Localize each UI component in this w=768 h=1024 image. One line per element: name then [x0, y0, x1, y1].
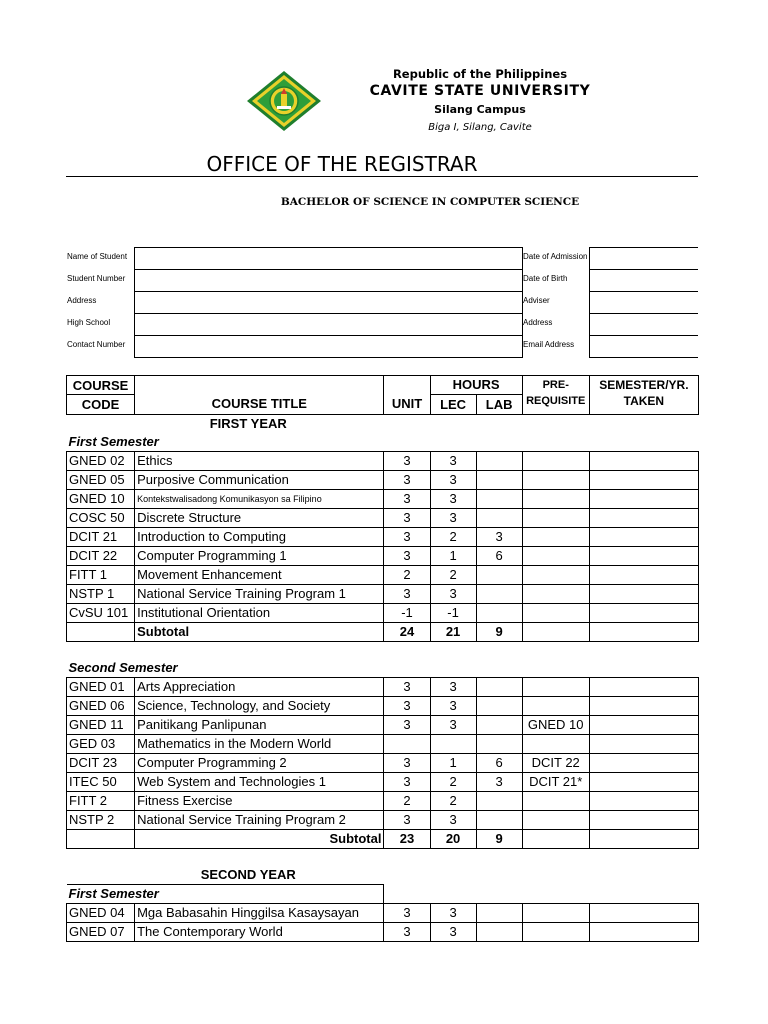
col-prereq-header-top: PRE- [522, 376, 589, 395]
label-student-number: Student Number [67, 274, 126, 283]
course-prereq [522, 471, 589, 490]
course-lab: 6 [476, 754, 522, 773]
course-lec [430, 735, 476, 754]
course-prereq [522, 792, 589, 811]
semester-taken[interactable] [589, 547, 698, 566]
course-row [67, 678, 699, 697]
course-code: CvSU 101 [67, 604, 135, 623]
empty-cell [589, 885, 698, 904]
office-title: OFFICE OF THE REGISTRAR [66, 152, 698, 177]
curriculum-table [66, 375, 699, 942]
course-title: Purposive Communication [135, 471, 384, 490]
course-lec: 3 [430, 585, 476, 604]
university-seal [246, 70, 322, 132]
course-unit: 3 [384, 509, 430, 528]
first-year-label-row [67, 415, 699, 434]
course-code: FITT 2 [67, 792, 135, 811]
course-row [67, 547, 699, 566]
col-title-header: COURSE TITLE [135, 395, 384, 415]
university-name: CAVITE STATE UNIVERSITY [369, 83, 591, 99]
subtotal-sem-cell [589, 830, 698, 849]
col-lab-header: LAB [476, 395, 522, 415]
course-unit: 3 [384, 452, 430, 471]
course-lec: 2 [430, 792, 476, 811]
subtotal-lec: 21 [430, 623, 476, 642]
empty-cell [589, 659, 698, 678]
course-row [67, 471, 699, 490]
semester-taken[interactable] [589, 904, 698, 923]
label-date-of-admission: Date of Admission [523, 252, 588, 261]
course-lec: 2 [430, 566, 476, 585]
empty-cell [430, 659, 476, 678]
course-lab [476, 735, 522, 754]
course-lab [476, 792, 522, 811]
course-title: Institutional Orientation [135, 604, 384, 623]
student-number-field[interactable] [134, 269, 523, 292]
course-lab [476, 509, 522, 528]
course-lec: 3 [430, 452, 476, 471]
course-title: National Service Training Program 1 [135, 585, 384, 604]
campus-name: Silang Campus [434, 103, 526, 116]
subtotal-lab: 9 [476, 830, 522, 849]
empty-cell [522, 433, 589, 452]
course-code: NSTP 2 [67, 811, 135, 830]
name-of-student-field[interactable] [134, 247, 523, 270]
empty-cell [589, 866, 698, 885]
course-row [67, 566, 699, 585]
course-title: Web System and Technologies 1 [135, 773, 384, 792]
col-course-header: COURSE [67, 376, 135, 395]
course-lab [476, 678, 522, 697]
second-year-label: SECOND YEAR [200, 867, 296, 882]
subtotal-sem-cell [589, 623, 698, 642]
course-prereq [522, 528, 589, 547]
first-semester-label-row [67, 433, 699, 452]
course-code: GNED 06 [67, 697, 135, 716]
course-lec: 3 [430, 811, 476, 830]
subtotal-label: Subtotal [135, 830, 384, 849]
course-lab [476, 923, 522, 942]
course-code: GNED 02 [67, 452, 135, 471]
course-title: Fitness Exercise [135, 792, 384, 811]
course-code: ITEC 50 [67, 773, 135, 792]
empty-cell [476, 866, 522, 885]
course-unit [384, 735, 430, 754]
empty-cell [430, 433, 476, 452]
course-row [67, 904, 699, 923]
course-unit: 3 [384, 754, 430, 773]
course-row [67, 735, 699, 754]
campus-address: Biga I, Silang, Cavite [428, 122, 532, 133]
empty-cell [476, 659, 522, 678]
empty-cell [522, 415, 589, 434]
course-lec: -1 [430, 604, 476, 623]
curriculum-table-body [67, 376, 699, 942]
second-year-label-row [67, 866, 699, 885]
semester-taken[interactable] [589, 509, 698, 528]
course-row [67, 773, 699, 792]
course-code: DCIT 23 [67, 754, 135, 773]
course-row [67, 811, 699, 830]
course-title: Computer Programming 2 [135, 754, 384, 773]
high-school-field[interactable] [134, 313, 523, 336]
email-address-field[interactable] [589, 335, 698, 358]
course-code: COSC 50 [67, 509, 135, 528]
table-header-row-2 [67, 395, 699, 415]
course-lab [476, 566, 522, 585]
course-prereq [522, 678, 589, 697]
course-title: The Contemporary World [135, 923, 384, 942]
course-prereq [522, 735, 589, 754]
empty-cell [476, 433, 522, 452]
course-lab: 3 [476, 773, 522, 792]
course-code: GNED 01 [67, 678, 135, 697]
date-of-admission-field[interactable] [589, 247, 698, 270]
semester-taken[interactable] [589, 716, 698, 735]
course-prereq [522, 585, 589, 604]
course-prereq: DCIT 21* [522, 773, 589, 792]
course-title: National Service Training Program 2 [135, 811, 384, 830]
course-prereq [522, 547, 589, 566]
label-high-school: High School [67, 318, 111, 327]
course-code: GNED 11 [67, 716, 135, 735]
course-lab [476, 490, 522, 509]
course-title: Kontekstwalisadong Komunikasyon sa Filipino [135, 490, 384, 509]
label-name-of-student: Name of Student [67, 252, 128, 261]
course-prereq [522, 452, 589, 471]
course-prereq [522, 697, 589, 716]
course-lab [476, 697, 522, 716]
course-lec: 3 [430, 923, 476, 942]
semester-taken[interactable] [589, 604, 698, 623]
course-row [67, 716, 699, 735]
course-lab [476, 716, 522, 735]
subtotal-label: Subtotal [135, 623, 384, 642]
empty-cell [476, 885, 522, 904]
subtotal-row [67, 830, 699, 849]
semester-taken[interactable] [589, 585, 698, 604]
label-email-address: Email Address [523, 340, 575, 349]
empty-cell [589, 433, 698, 452]
course-lab [476, 811, 522, 830]
label-right-address: Address [523, 318, 553, 327]
course-row [67, 604, 699, 623]
subtotal-lec: 20 [430, 830, 476, 849]
semester-taken[interactable] [589, 811, 698, 830]
course-lab [476, 471, 522, 490]
course-unit: 3 [384, 697, 430, 716]
course-code: GNED 10 [67, 490, 135, 509]
course-unit: 3 [384, 923, 430, 942]
address-field[interactable] [134, 291, 523, 314]
course-lec: 2 [430, 528, 476, 547]
semester-taken[interactable] [589, 792, 698, 811]
course-row [67, 697, 699, 716]
semester-taken[interactable] [589, 528, 698, 547]
course-lec: 3 [430, 904, 476, 923]
course-lec: 3 [430, 678, 476, 697]
course-unit: 3 [384, 490, 430, 509]
spacer-row [67, 849, 699, 867]
col-lec-header: LEC [430, 395, 476, 415]
empty-cell [430, 866, 476, 885]
course-unit: 3 [384, 904, 430, 923]
col-title-header-top [135, 376, 384, 395]
col-prereq-header: REQUISITE [522, 395, 589, 415]
course-lec: 2 [430, 773, 476, 792]
course-lab [476, 904, 522, 923]
course-lab: 6 [476, 547, 522, 566]
semester-taken[interactable] [589, 566, 698, 585]
course-lec: 3 [430, 471, 476, 490]
semester-taken[interactable] [589, 678, 698, 697]
adviser-field[interactable] [589, 291, 698, 314]
course-title: Computer Programming 1 [135, 547, 384, 566]
empty-cell [476, 415, 522, 434]
empty-cell [522, 885, 589, 904]
subtotal-unit: 23 [384, 830, 430, 849]
course-code: GNED 07 [67, 923, 135, 942]
empty-cell [589, 415, 698, 434]
course-title: Discrete Structure [135, 509, 384, 528]
subtotal-prereq-cell [522, 830, 589, 849]
course-row [67, 490, 699, 509]
course-code: FITT 1 [67, 566, 135, 585]
label-contact-number: Contact Number [67, 340, 126, 349]
course-row [67, 585, 699, 604]
course-row [67, 923, 699, 942]
course-row [67, 509, 699, 528]
semester-taken[interactable] [589, 773, 698, 792]
course-title: Science, Technology, and Society [135, 697, 384, 716]
course-unit: -1 [384, 604, 430, 623]
course-prereq [522, 566, 589, 585]
date-of-birth-field[interactable] [589, 269, 698, 292]
course-row [67, 452, 699, 471]
course-lab [476, 452, 522, 471]
course-code: DCIT 22 [67, 547, 135, 566]
course-lec: 3 [430, 716, 476, 735]
second-semester-label-row [67, 659, 699, 678]
subtotal-row [67, 623, 699, 642]
course-title: Mga Babasahin Hinggilsa Kasaysayan [135, 904, 384, 923]
empty-cell [430, 415, 476, 434]
course-title: Mathematics in the Modern World [135, 735, 384, 754]
course-title: Ethics [135, 452, 384, 471]
second-year-first-semester-label: First Semester [67, 885, 384, 904]
course-unit: 3 [384, 773, 430, 792]
col-unit-header-top [384, 376, 430, 395]
course-prereq: DCIT 22 [522, 754, 589, 773]
course-lec: 3 [430, 509, 476, 528]
contact-number-field[interactable] [134, 335, 523, 358]
course-row [67, 528, 699, 547]
course-title: Panitikang Panlipunan [135, 716, 384, 735]
course-unit: 2 [384, 792, 430, 811]
semester-taken[interactable] [589, 452, 698, 471]
course-code: GNED 04 [67, 904, 135, 923]
empty-cell [384, 433, 430, 452]
semester-taken[interactable] [589, 697, 698, 716]
course-prereq [522, 490, 589, 509]
course-prereq [522, 811, 589, 830]
second-semester-label: Second Semester [68, 660, 178, 675]
course-unit: 3 [384, 547, 430, 566]
course-prereq: GNED 10 [522, 716, 589, 735]
course-lec: 1 [430, 547, 476, 566]
republic-text: Republic of the Philippines [392, 67, 568, 81]
course-code: GED 03 [67, 735, 135, 754]
empty-cell [522, 659, 589, 678]
label-date-of-birth: Date of Birth [523, 274, 568, 283]
course-lec: 1 [430, 754, 476, 773]
program-title: BACHELOR OF SCIENCE IN COMPUTER SCIENCE [280, 196, 580, 208]
empty-cell [384, 659, 430, 678]
course-row [67, 792, 699, 811]
label-address: Address [67, 296, 97, 305]
semester-taken[interactable] [589, 923, 698, 942]
spacer [67, 849, 699, 867]
course-lab [476, 585, 522, 604]
course-lec: 3 [430, 697, 476, 716]
semester-taken[interactable] [589, 471, 698, 490]
course-prereq [522, 904, 589, 923]
subtotal-code-cell [67, 830, 135, 849]
second-year-first-semester-label-row [67, 885, 699, 904]
col-sem-header: TAKEN [589, 395, 698, 415]
subtotal-code-cell [67, 623, 135, 642]
col-hours-header: HOURS [430, 376, 522, 395]
course-lab [476, 604, 522, 623]
subtotal-lab: 9 [476, 623, 522, 642]
course-title: Movement Enhancement [135, 566, 384, 585]
course-prereq [522, 604, 589, 623]
semester-taken[interactable] [589, 754, 698, 773]
course-unit: 3 [384, 716, 430, 735]
first-semester-label: First Semester [68, 434, 159, 449]
course-prereq [522, 923, 589, 942]
label-adviser: Adviser [523, 296, 550, 305]
first-year-label: FIRST YEAR [209, 416, 287, 431]
course-row [67, 754, 699, 773]
course-title: Introduction to Computing [135, 528, 384, 547]
course-unit: 3 [384, 471, 430, 490]
table-header-row-1 [67, 376, 699, 395]
col-unit-header: UNIT [384, 395, 430, 415]
course-title: Arts Appreciation [135, 678, 384, 697]
spacer-row [67, 642, 699, 660]
empty-cell [522, 866, 589, 885]
subtotal-prereq-cell [522, 623, 589, 642]
spacer [67, 642, 699, 660]
course-code: DCIT 21 [67, 528, 135, 547]
course-lab: 3 [476, 528, 522, 547]
course-unit: 2 [384, 566, 430, 585]
course-unit: 3 [384, 585, 430, 604]
empty-cell [430, 885, 476, 904]
course-unit: 3 [384, 811, 430, 830]
right-address-field[interactable] [589, 313, 698, 336]
subtotal-unit: 24 [384, 623, 430, 642]
empty-cell [384, 885, 430, 904]
course-code: GNED 05 [67, 471, 135, 490]
col-code-header: CODE [67, 395, 135, 415]
semester-taken[interactable] [589, 735, 698, 754]
course-lec: 3 [430, 490, 476, 509]
course-code: NSTP 1 [67, 585, 135, 604]
course-unit: 3 [384, 528, 430, 547]
course-prereq [522, 509, 589, 528]
semester-taken[interactable] [589, 490, 698, 509]
col-sem-header-top: SEMESTER/YR. [589, 376, 698, 395]
course-unit: 3 [384, 678, 430, 697]
